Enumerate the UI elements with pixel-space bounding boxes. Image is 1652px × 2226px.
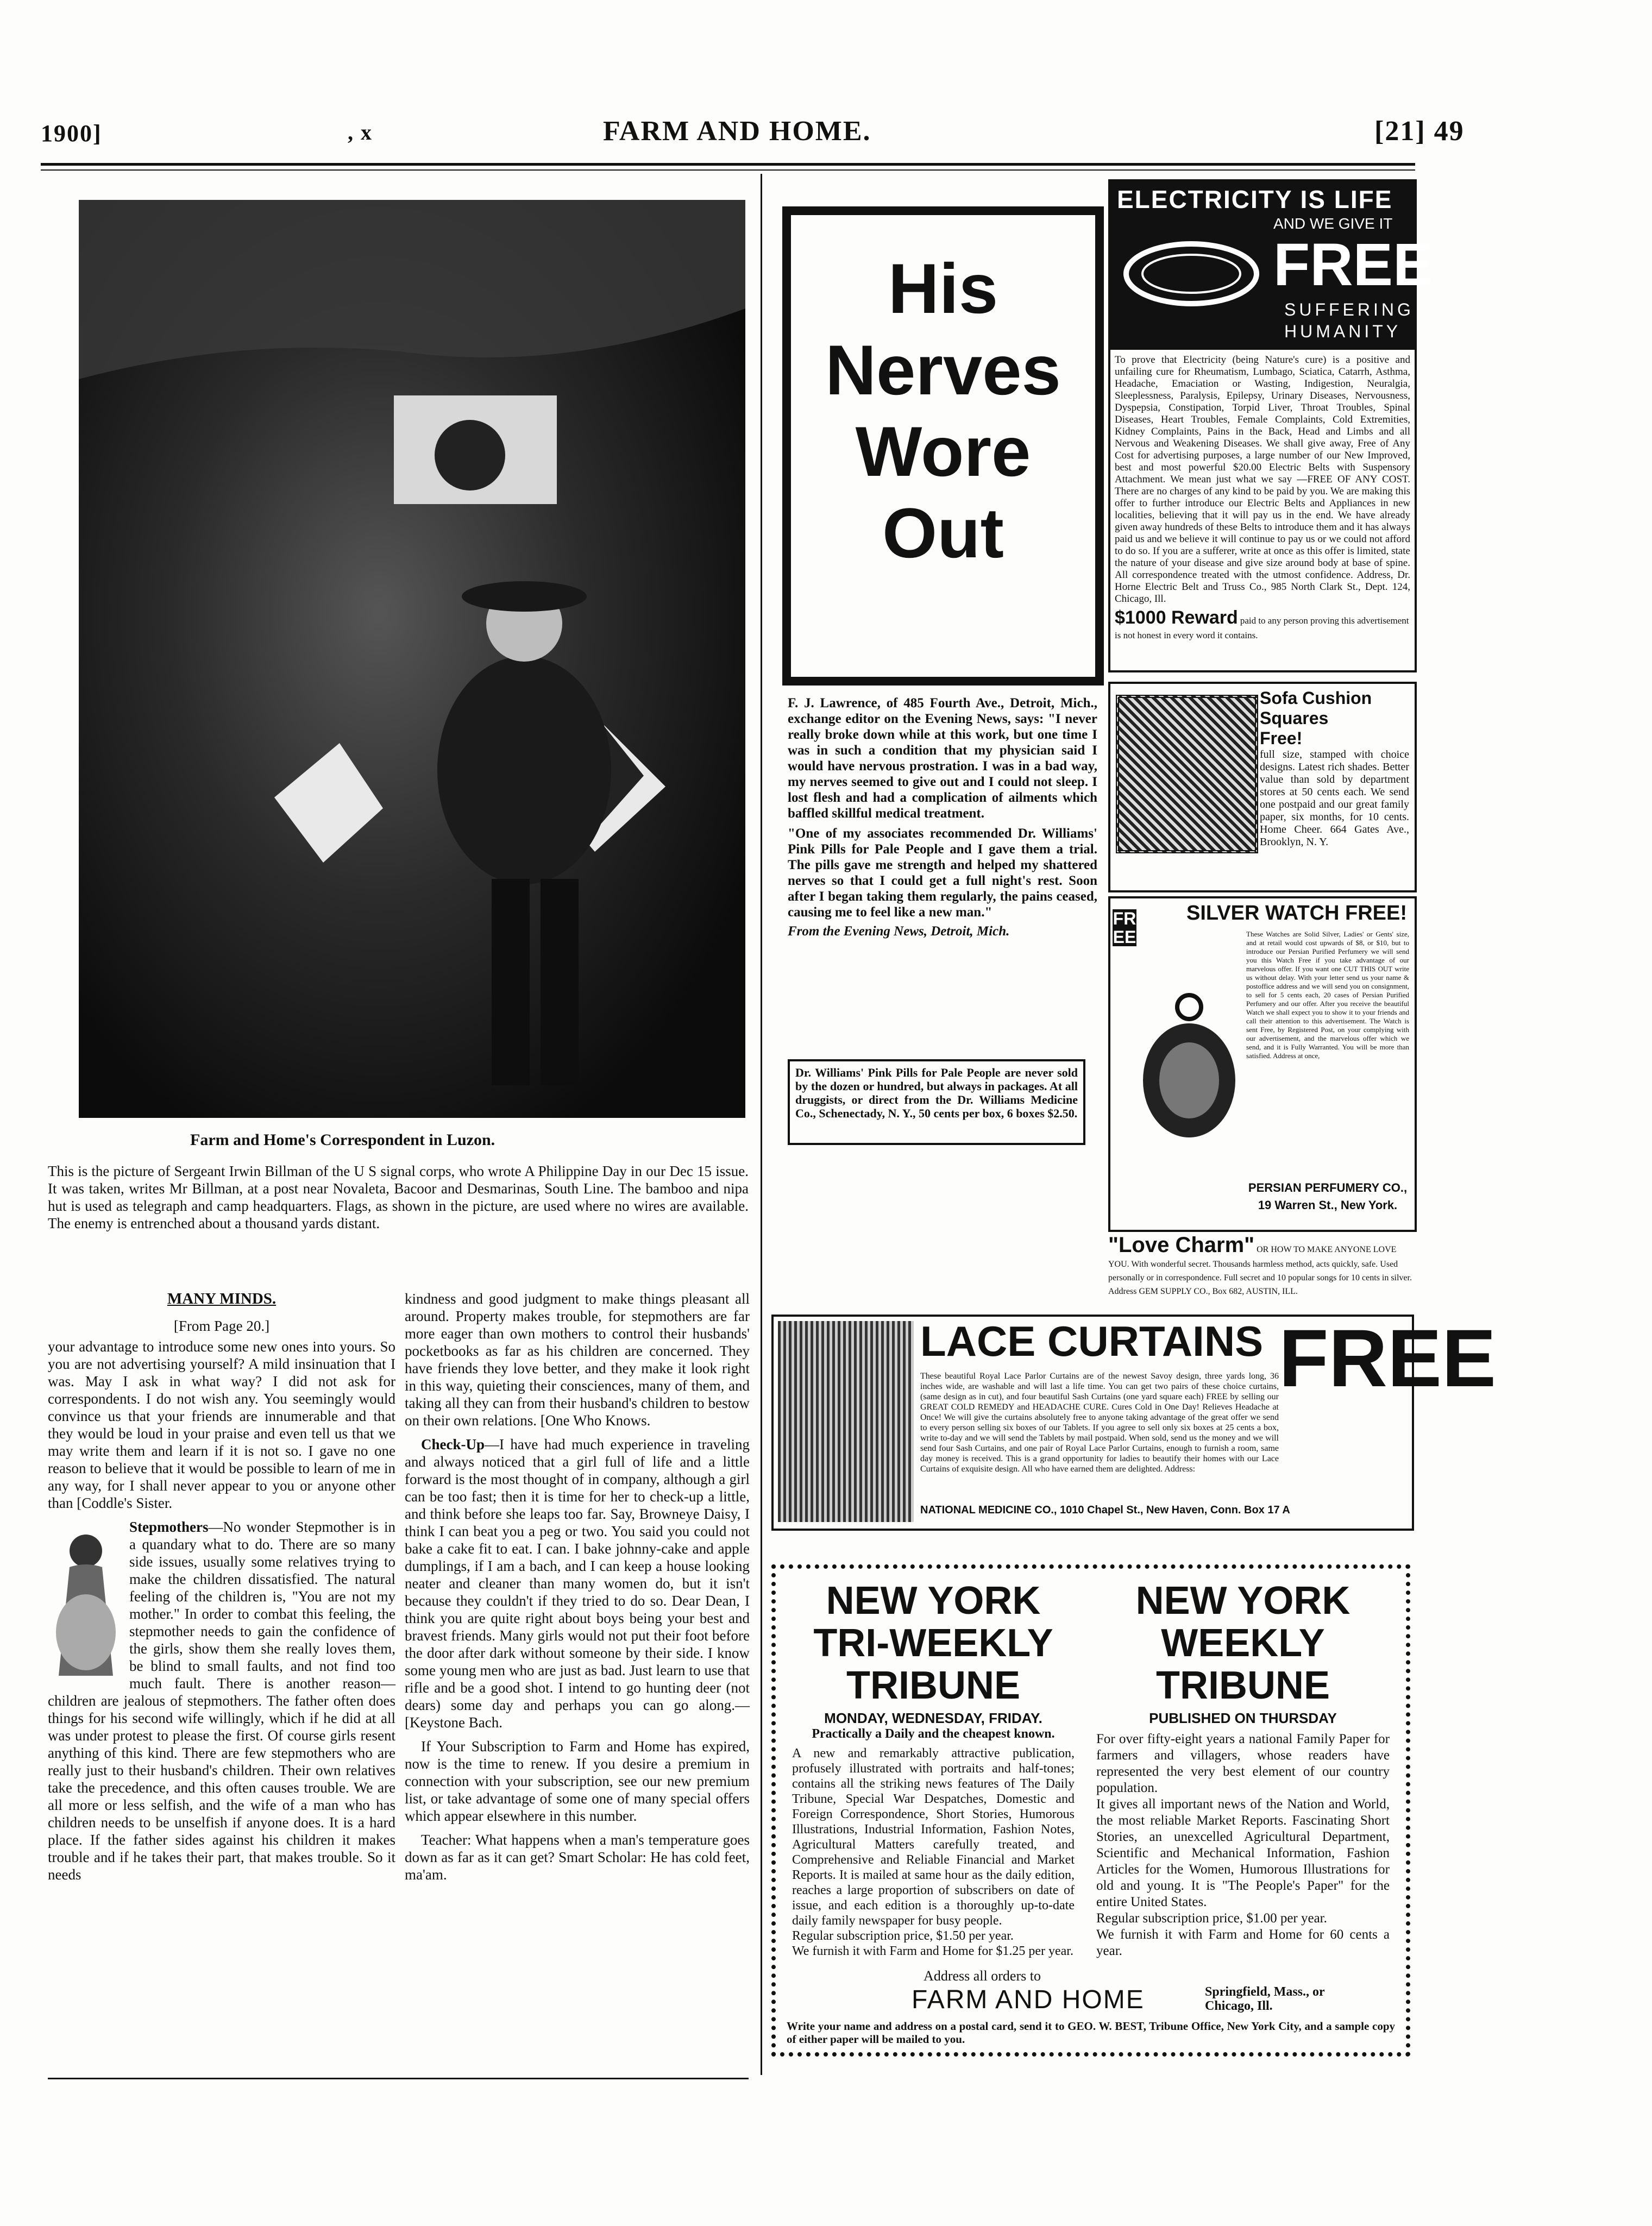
photo-caption: Farm and Home's Correspondent in Luzon.: [190, 1131, 495, 1149]
nerves-source: From the Evening News, Detroit, Mich.: [788, 924, 1010, 939]
electricity-banner-1: ELECTRICITY IS LIFE: [1117, 185, 1393, 213]
sofa-cushion-image: [1116, 695, 1258, 853]
tribune-cities: Springfield, Mass., or Chicago, Ill.: [1205, 1985, 1325, 2013]
electric-belt-icon: [1118, 219, 1265, 328]
electricity-reward-text: paid to any person proving this advertisement is not honest in every word it contains.: [1115, 615, 1409, 640]
many-minds-p6: Teacher: What happens when a man's temperature goes down as far as it can get? Smart Scholar: He has cold feet, ma'am.: [405, 1832, 750, 1883]
nerves-title: [791, 248, 1095, 574]
weekly-title-2: WEEKLY: [1161, 1621, 1325, 1665]
sofa-text: [1260, 688, 1409, 848]
many-minds-p5: If Your Subscription to Farm and Home has expired, now is the time to renew. If you desire a premium in connection with your subscription, see our new premium list, or take advantage of some one of many special offers which appear elsewhere in this number.: [405, 1738, 750, 1824]
weekly-title-1: NEW YORK: [1135, 1579, 1351, 1623]
photo-description: This is the picture of Sergeant Irwin Billman of the U S signal corps, who wrote A Philippine Day in our Dec 15 issue. It was taken, writes Mr Billman, at a post near Novaleta, Bacoor and Desmarinas, South Line. The bamboo and nipa hut is used as telegraph and camp headquarters. Flags, as shown in the picture, are used where no wires are available. The enemy is entrenched about a thousand yards distant.: [48, 1163, 749, 1231]
watch-address-1: PERSIAN PERFUMERY CO.,: [1248, 1181, 1408, 1194]
nerves-body-text-2: "One of my associates recommended Dr. Williams' Pink Pills for Pale People and I gave them a trial. The pills gave me strength and helped my shattered nerves so that I could get a full night's rest. Soon after I began taking them regularly, the pains ceased, causing me to feel like a new man.": [788, 826, 1097, 920]
sofa-ad: [1108, 682, 1417, 892]
watch-side-free: FREE: [1113, 909, 1136, 947]
check-up-lead: Check-Up: [421, 1436, 485, 1452]
weekly-furnish: We furnish it with Farm and Home for 60 cents a year.: [1096, 1927, 1390, 1958]
electricity-ad: [1108, 179, 1433, 672]
stepmothers-text: —No wonder Stepmother is in a quandary what to do. There are so many side issues, usually some relatives trying to make the children dissatisfied. The natural feeling of the children is, "You are not my mother." In order to combat this feeling, the stepmother needs to gain the confidence of the girls, show them she really loves them, be blind to small faults, and not find too much fault. There is another reason—children are jealous of stepmothers. The father often does things for his second wife willingly, which if he did at all was under protest to please the first. Of course girls resent anything of this kind. There are few stepmothers who are really just to their husband's children. Their own relatives take the precedence, and this often causes trouble. We are all more or less selfish, and the wife of a man who has children needs to be unselfish if anyone does. It is a hard place. If the father sides against his children it makes trouble and if he takes their part, that makes trouble. So it needs: [48, 1519, 395, 1883]
nerves-body-text: F. J. Lawrence, of 485 Fourth Ave., Detroit, Mich., exchange editor on the Evening News, says: "I never really broke down while at this work, but one time I was in such a condition that my physician said I would have nervous prostration. I was in a bad way, my nerves seemed to give out and I could not sleep. I lost flesh and had a complication of ailments which baffled skillful medical treatment.: [788, 696, 1097, 821]
sofa-title-1: Sofa Cushion: [1260, 688, 1372, 708]
many-minds-from: [From Page 20.]: [173, 1318, 270, 1334]
electricity-reward-title: $1000 Reward: [1115, 607, 1238, 628]
tribune-weekly: [1096, 1580, 1390, 1959]
many-minds-p4: [405, 1436, 750, 1731]
watch-icon: [1138, 991, 1241, 1143]
nerves-body: [788, 695, 1097, 939]
lace-body: These beautiful Royal Lace Parlor Curtains are of the newest Savoy design, three yards long, 36 inches wide, are washable and will last a life time. You can get two pairs of these choice curtains, (same design as in cut), and four beautiful Sash Curtains (one yard square each) FREE by selling our GREAT COLD REMEDY and HEADACHE CURE. Cures Cold in One Day! Relieves Headache at Once! We will give the curtains absolutely free to anyone taking advantage of the great offer we send to every person selling six boxes of our Tablets. If you agree to sell only six boxes at 25 cents a box, write to-day and we will send the Tablets by mail postpaid. When sold, send us the money and we will send four Sash Curtains, and one pair of Royal Lace Parlor Curtains, enough to furnish a room, same day money is received. This is a grand opportunity for ladies to beautify their homes with our Lace Curtains of exquisite design. All who have earned them are delighted. Address:: [920, 1372, 1279, 1474]
tribune-address-line: Address all orders to: [924, 1968, 1041, 1984]
page-folio-right: [21] 49: [1374, 116, 1465, 147]
nerves-title-line-1: His: [888, 249, 998, 328]
electricity-banner-4: HUMANITY: [1284, 322, 1402, 341]
weekly-title-3: TRIBUNE: [1156, 1664, 1330, 1707]
page-title: FARM AND HOME.: [603, 116, 871, 147]
header-rule-thin: [41, 169, 1415, 171]
nerves-title-line-3: Wore: [855, 412, 1031, 491]
lace-title: LACE CURTAINS: [920, 1317, 1264, 1365]
sofa-body: full size, stamped with choice designs. Latest rich shades. Better value than sold by department stores at 50 cents each. We send one postpaid and our great family paper, six months, for 10 cents. Home Cheer. 664 Gates Ave., Brooklyn, N. Y.: [1260, 749, 1409, 848]
watch-body: These Watches are Solid Silver, Ladies' or Gents' size, and at retail would cost upwards of $8, or $10, but to introduce our Persian Purified Perfumery we will send you this Watch Free if you take advantage of our marvelous offer. If you want one CUT THIS OUT write us without delay. With your letter send us your name & postoffice address and we will send you on consignment, to sell for 5 cents each, 20 cases of Persian Purified Perfumery and our offer. After you receive the beautiful Watch we shall expect you to show it to your friends and call their attention to this advertisement. The Watch is sent Free, by Registered Post, on your complying with our advertisement, and the marvelous offer which we send, and it is Fully Warranted. You will be more than satisfied. Address at once,: [1246, 930, 1409, 1060]
tri-title-3: TRIBUNE: [846, 1664, 1020, 1707]
tri-days: MONDAY, WEDNESDAY, FRIDAY.: [824, 1710, 1042, 1726]
tri-title-2: TRI-WEEKLY: [813, 1621, 1053, 1665]
nerves-title-line-2: Nerves: [825, 330, 1061, 410]
nerves-title-box: [782, 206, 1104, 686]
sofa-title-2: Squares: [1260, 708, 1329, 728]
tri-tag: Practically a Daily and the cheapest known.: [812, 1727, 1055, 1741]
electricity-body: To prove that Electricity (being Nature's cure) is a positive and unfailing cure for Rheumatism, Lumbago, Sciatica, Catarrh, Asthma, Headache, Emaciation or Wasting, Indigestion, Neuralgia, Sleeplessness, Paralysis, Epilepsy, Urinary Diseases, Nervousness, Dyspepsia, Constipation, Torpid Liver, Throat Troubles, Spinal Diseases, Heart Troubles, Female Complaints, Cold Extremities, Kidney Complaints, Pains in the Back, Head and Limbs and all Nervous and Weakening Diseases. We shall give away, Free of Any Cost for advertising purposes, a large number of our New Improved, best and most powerful $20.00 Electric Belts with Suspensory Attachment. We mean just what we say —FREE OF ANY COST. There are no charges of any kind to be paid by you. We are making this offer to further introduce our Electric Belts and Appliances in new localities, believing that it will pay us in the end. We have already given away hundreds of these Belts to introduce them and it has always paid us and we believe it will continue to pay us or we could not afford to do so. If you are a sufferer, write at once as this offer is limited, state the nature of your disease and give size around body at base of spine. All correspondence treated with the utmost confidence. Address, Dr. Horne Electric Belt and Truss Co., 985 North Clark St., Dept. 124, Chicago, Ill.: [1115, 354, 1410, 605]
electricity-banner: [1110, 181, 1433, 350]
stepmother-illustration: [48, 1524, 124, 1687]
many-minds-column-left: [48, 1290, 395, 1890]
page-mark: , x: [348, 120, 373, 144]
tribune-tri-weekly: [792, 1580, 1075, 1959]
electricity-reward: [1110, 607, 1415, 642]
many-minds-p3: kindness and good judgment to make things pleasant all around. Property makes trouble, for stepmothers are far more eager than own mothers to control their husbands' pocketbooks as far as his children are concerned. They have friends they love better, and they make it look right in this way, quieting their consciences, many of them, and taking all they can from their husband's children to bestow on their own relations. [One Who Knows.: [405, 1291, 750, 1429]
photo-illustration: [79, 200, 745, 1118]
lace-address: NATIONAL MEDICINE CO., 1010 Chapel St., New Haven, Conn. Box 17 A: [920, 1504, 1290, 1516]
lace-curtain-image: [778, 1321, 914, 1522]
weekly-body-1: For over fifty-eight years a national Family Paper for farmers and villagers, whose readers have represented the very best element of our country population.: [1096, 1732, 1390, 1795]
sofa-title-3: Free!: [1260, 728, 1303, 748]
check-up-text: —I have had much experience in traveling and always noticed that a girl full of life and a little forward is the most thought of in company, although a girl can be too fast; then it is time for her to check-up a little, and think before she leaps too far. Say, Browneye Daisy, I think I can beat you a peg or two. You said you could not bake a cake fit to eat. I can. I bake johnny-cake and apple dumplings, if I am a bach, and I can keep a house looking neater and cleaner than many women do, but it isn't because they couldn't if they tried to do so. Dear Dean, I think you are quite right about boys being your best and bravest friends. Many girls would not put their foot before the door after dark without someone by their side. I know some young men who are just as bad. Just learn to use that rifle and be a good shot. I intend to go hunting deer (not dears) some day and perhaps you can go along.—[Keystone Bach.: [405, 1436, 750, 1731]
watch-title: SILVER WATCH FREE!: [1186, 902, 1408, 925]
nerves-footer-box: [788, 1059, 1085, 1145]
tri-furnish: We furnish it with Farm and Home for $1.25 per year.: [792, 1944, 1073, 1958]
watch-ad: [1108, 896, 1417, 1232]
nerves-footer: Dr. Williams' Pink Pills for Pale People are never sold by the dozen or hundred, but always in packages. At all druggists, or direct from the Dr. Williams Medicine Co., Schenectady, N. Y., 50 cents per box, 6 boxes $2.50.: [795, 1066, 1078, 1120]
page-folio-left: 1900]: [41, 120, 102, 147]
lovecharm-body: OR HOW TO MAKE ANYONE LOVE YOU. With wonderful secret. Thousands harmless method, acts quickly, safe. Used personally or in correspondence. Full secret and 10 popular songs for 10 cents in silver. Address GEM SUPPLY CO., Box 682, AUSTIN, ILL.: [1108, 1245, 1412, 1296]
electricity-free: FREE: [1273, 231, 1433, 298]
bottom-rule: [48, 2078, 749, 2079]
tribune-note: Write your name and address on a postal card, send it to GEO. W. BEST, Tribune Office, New York City, and a sample copy of either paper will be mailed to you.: [787, 2020, 1395, 2046]
nerves-title-line-4: Out: [882, 493, 1004, 573]
tri-title-1: NEW YORK: [826, 1579, 1041, 1623]
watch-address-2: 19 Warren St., New York.: [1258, 1198, 1398, 1212]
many-minds-heading: MANY MINDS.: [167, 1290, 277, 1307]
photo-luzon: [79, 200, 745, 1118]
header-rule: [41, 163, 1415, 166]
lace-ad: [771, 1312, 1497, 1531]
tribune-ad: [771, 1564, 1410, 2057]
lovecharm-title: "Love Charm": [1108, 1233, 1255, 1257]
tribune-farm-and-home: FARM AND HOME: [912, 1985, 1145, 2014]
many-minds-p1: your advantage to introduce some new ones into yours. So you are not advertising yourself? A mild insinuation that I was. May I ask in what way? I did not ask for correspondents. I do not wish any. You seemingly would convince us that your friends are innumerable and that they would be loud in your praise and even tell us that we may write them and learn if it is not so. I gave no one reason to believe that it would be possible to learn of me in any way, for I shall never appear to you or anyone other than [Coddle's Sister.: [48, 1338, 395, 1511]
column-divider: [761, 174, 762, 2075]
weekly-body-2: It gives all important news of the Nation and World, the most reliable Market Reports. Fascinating Short Stories, an unexcelled Agricultural Department, Scientific and Mechanical Information, Fashion Articles for the Women, Humorous Illustrations for old and young. It is "The People's Paper" for the entire United States.: [1096, 1797, 1390, 1909]
many-minds-column-right: [405, 1290, 750, 1890]
tri-price: Regular subscription price, $1.50 per year.: [792, 1929, 1014, 1943]
electricity-banner-3: SUFFERING: [1284, 300, 1414, 319]
lace-free: FREE: [1279, 1312, 1497, 1404]
lovecharm-ad: [1108, 1233, 1412, 1298]
electricity-banner-2: AND WE GIVE IT: [1273, 215, 1393, 232]
stepmothers-lead: Stepmothers: [129, 1519, 209, 1535]
tri-body: A new and remarkably attractive publication, profusely illustrated with portraits and half-tones; contains all the striking news features of The Daily Tribune, Special War Despatches, Domestic and Foreign Correspondence, Short Stories, Humorous Illustrations, Industrial Information, Fashion Notes, Agricultural Matters carefully treated, and Comprehensive and Reliable Financial and Market Reports. It is mailed at same hour as the daily edition, reaches a large proportion of subscribers on date of issue, and each edition is a thoroughly up-to-date daily family newspaper for busy people.: [792, 1746, 1075, 1928]
weekly-days: PUBLISHED ON THURSDAY: [1149, 1710, 1337, 1726]
weekly-price: Regular subscription price, $1.00 per year.: [1096, 1911, 1327, 1926]
